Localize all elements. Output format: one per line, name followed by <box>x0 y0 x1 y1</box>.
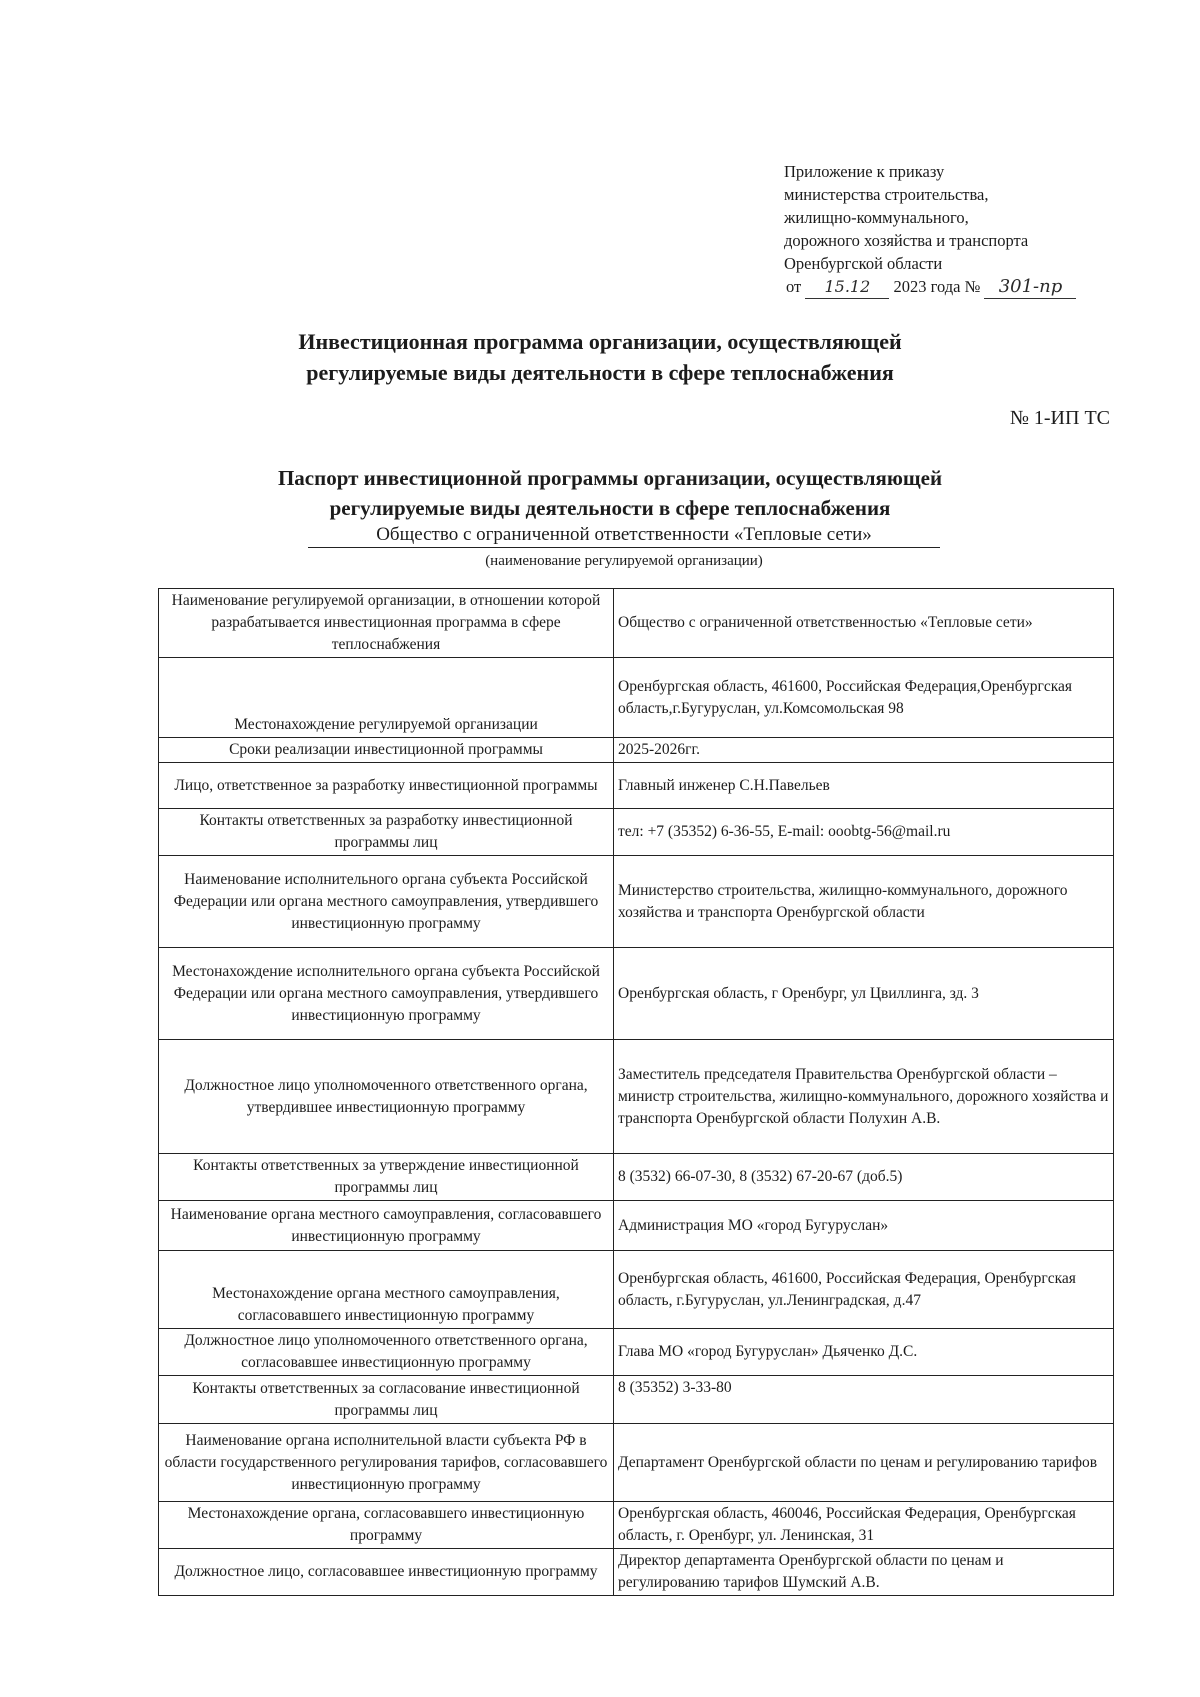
row-label: Местонахождение органа местного самоуправления, согласовавшего инвестиционную программу <box>159 1251 614 1329</box>
row-label: Наименование органа местного самоуправления, согласовавшего инвестиционную программу <box>159 1201 614 1251</box>
passport-title-line: Паспорт инвестиционной программы организации, осуществляющей <box>277 466 943 490</box>
row-label: Наименование исполнительного органа субъекта Российской Федерации или органа местного самоуправления, утвердившего инвестиционную программу <box>159 856 614 948</box>
table-row <box>159 1376 1114 1424</box>
row-label: Лицо, ответственное за разработку инвестиционной программы <box>159 763 614 809</box>
row-value: Глава МО «город Бугуруслан» Дьяченко Д.С. <box>614 1329 1114 1376</box>
row-value: Оренбургская область, 460046, Российская Федерация, Оренбургская область, г. Оренбург, ул. Ленинская, 31 <box>614 1502 1114 1549</box>
row-value: Оренбургская область, 461600, Российская Федерация, Оренбургская область, г.Бугуруслан, ул.Ленинградская, д.47 <box>614 1251 1114 1329</box>
passport-title <box>230 463 990 523</box>
appendix-line: Приложение к приказу <box>784 162 945 181</box>
row-value: Оренбургская область, 461600, Российская Федерация,Оренбургская область,г.Бугуруслан, ул.Комсомольская 98 <box>614 658 1114 738</box>
table-row <box>159 589 1114 658</box>
appendix-line: жилищно-коммунального, <box>784 208 969 227</box>
document-title-line: регулируемые виды деятельности в сфере теплоснабжения <box>306 360 894 385</box>
row-value: Министерство строительства, жилищно-коммунального, дорожного хозяйства и транспорта Оренбургской области <box>614 856 1114 948</box>
table-row <box>159 1201 1114 1251</box>
table-row <box>159 738 1114 763</box>
row-value: Директор департамента Оренбургской области по ценам и регулированию тарифов Шумский А.В. <box>614 1549 1114 1596</box>
table-row <box>159 948 1114 1040</box>
row-value: 2025-2026гг. <box>614 738 1114 763</box>
order-date-line <box>784 275 1124 299</box>
row-value: Общество с ограниченной ответственностью «Тепловые сети» <box>614 589 1114 658</box>
row-value: Оренбургская область, г Оренбург, ул Цвиллинга, зд. 3 <box>614 948 1114 1040</box>
date-prefix: от <box>786 277 802 296</box>
row-label: Должностное лицо уполномоченного ответственного органа, согласовавшее инвестиционную программу <box>159 1329 614 1376</box>
row-label: Должностное лицо уполномоченного ответственного органа, утвердившее инвестиционную программу <box>159 1040 614 1154</box>
table-row <box>159 1329 1114 1376</box>
row-label: Сроки реализации инвестиционной программы <box>159 738 614 763</box>
row-value: Заместитель председателя Правительства Оренбургской области – министр строительства, жилищно-коммунального, дорожного хозяйства и транспорта Оренбургской области Полухин А.В. <box>614 1040 1114 1154</box>
row-value: 8 (3532) 66-07-30, 8 (3532) 67-20-67 (доб.5) <box>614 1154 1114 1201</box>
table-row <box>159 1154 1114 1201</box>
organization-name: Общество с ограниченной ответственности «Тепловые сети» <box>308 523 940 548</box>
program-number: № 1-ИП ТС <box>1009 407 1110 429</box>
row-label: Наименование регулируемой организации, в отношении которой разрабатывается инвестиционная программа в сфере теплоснабжения <box>159 589 614 658</box>
row-label: Контакты ответственных за разработку инвестиционной программы лиц <box>159 809 614 856</box>
document-title <box>240 326 960 388</box>
appendix-block <box>784 160 1124 299</box>
row-label: Контакты ответственных за согласование инвестиционной программы лиц <box>159 1376 614 1424</box>
row-label: Местонахождение регулируемой организации <box>159 658 614 738</box>
row-value: тел: +7 (35352) 6-36-55, E-mail: ooobtg-56@mail.ru <box>614 809 1114 856</box>
table-row <box>159 658 1114 738</box>
table-row <box>159 1424 1114 1502</box>
passport-title-line: регулируемые виды деятельности в сфере теплоснабжения <box>329 496 891 520</box>
table-row <box>159 763 1114 809</box>
row-value: 8 (35352) 3-33-80 <box>614 1376 1114 1424</box>
document-title-line: Инвестиционная программа организации, осуществляющей <box>298 329 902 354</box>
appendix-line: Оренбургской области <box>784 254 943 273</box>
handwritten-date: 15.12 <box>805 275 889 299</box>
row-value: Главный инженер С.Н.Павельев <box>614 763 1114 809</box>
table-row <box>159 1040 1114 1154</box>
table-row <box>159 1502 1114 1549</box>
table-row <box>159 856 1114 948</box>
row-label: Контакты ответственных за утверждение инвестиционной программы лиц <box>159 1154 614 1201</box>
row-label: Должностное лицо, согласовавшее инвестиционную программу <box>159 1549 614 1596</box>
row-label: Местонахождение исполнительного органа субъекта Российской Федерации или органа местного самоуправления, утвердившего инвестиционную программу <box>159 948 614 1040</box>
row-value: Администрация МО «город Бугуруслан» <box>614 1201 1114 1251</box>
table-row <box>159 809 1114 856</box>
organization-caption: (наименование регулируемой организации) <box>485 553 763 569</box>
row-value: Департамент Оренбургской области по ценам и регулированию тарифов <box>614 1424 1114 1502</box>
row-label: Местонахождение органа, согласовавшего инвестиционную программу <box>159 1502 614 1549</box>
row-label: Наименование органа исполнительной власти субъекта РФ в области государственного регулирования тарифов, согласовавшего инвестиционную программу <box>159 1424 614 1502</box>
year-text: 2023 года № <box>893 277 981 296</box>
passport-table <box>158 588 1114 1596</box>
handwritten-order-number: 301-пр <box>984 275 1076 299</box>
table-row <box>159 1251 1114 1329</box>
appendix-line: дорожного хозяйства и транспорта <box>784 231 1029 250</box>
table-row <box>159 1549 1114 1596</box>
appendix-line: министерства строительства, <box>784 185 989 204</box>
